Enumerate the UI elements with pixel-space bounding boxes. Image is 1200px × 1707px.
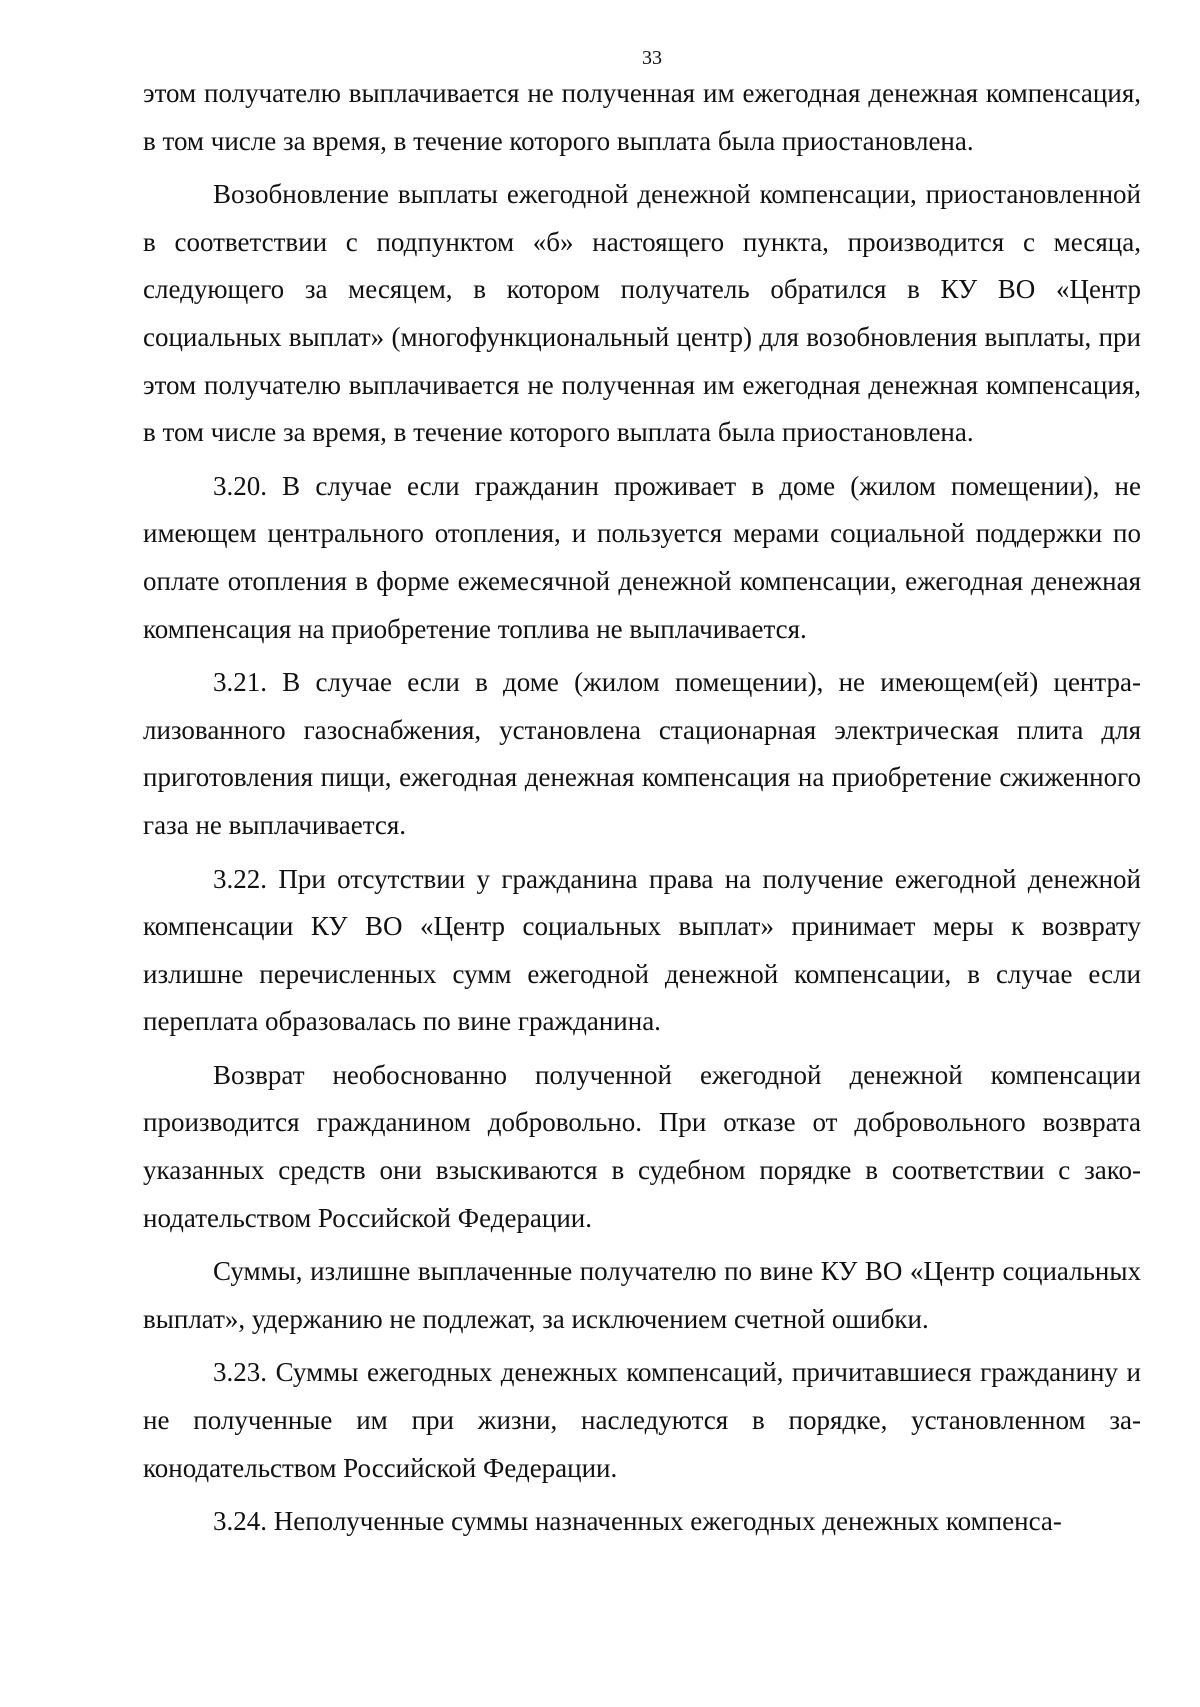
paragraph-3-23: 3.23. Суммы ежегодных денежных компенсаций, причитавшиеся гражданину и не полученные им при жизни, наследуются в порядке, установленном законодательством Российской Федерации. xyxy=(143,1357,1141,1483)
paragraph-resumption-of-payment: Возобновление выплаты ежегодной денежной компенсации, приостановленной в соответствии с подпунктом «б» настоящего пункта, производится с месяца, следующего за месяцем, в котором получатель обратился в КУ ВО «Центр социальных выплат» (многофункциональный центр) для возобновления выплаты, при этом получателю выплачивается не полученная им ежегодная денежная компенсация, в том числе за время, в течение которого выплата была приостановлена. xyxy=(143,179,1141,448)
paragraph-3-24: 3.24. Неполученные суммы назначенных ежегодных денежных компенса- xyxy=(213,1506,1062,1537)
paragraph-overpaid-sums: Суммы, излишне выплаченные получателю по вине КУ ВО «Центр социальных выплат», удержанию не подлежат, за исключением счетной ошибки. xyxy=(143,1256,1141,1334)
paragraph-3-20: 3.20. В случае если гражданин проживает в доме (жилом помещении), не имеющем центрального отопления, и пользуется мерами социальной поддержки по оплате отопления в форме ежемесячной денежной компенсации, ежегодная денежная компенсация на приобретение топлива не выплачивается. xyxy=(143,470,1141,644)
paragraph-refund: Возврат необоснованно полученной ежегодной денежной компенсации производится гражданином добровольно. При отказе от добровольного возврата указанных средств они взыскиваются в судебном порядке в соответствии с законодательством Российской Федерации. xyxy=(143,1059,1141,1233)
paragraph-continuation: этом получателю выплачивается не полученная им ежегодная денежная компенсация, в том числе за время, в течение которого выплата была приостановлена. xyxy=(143,78,1141,156)
paragraph-3-21: 3.21. В случае если в доме (жилом помещении), не имеющем(ей) централизованного газоснабжения, установлена стационарная электрическая плита для приготовления пищи, ежегодная денежная компенсация на приобретение сжиженного газа не выплачивается. xyxy=(143,667,1141,840)
document-body xyxy=(143,70,1141,1546)
page-number: 33 xyxy=(642,47,662,69)
paragraph-3-22: 3.22. При отсутствии у гражданина права на получение ежегодной денежной компенсации КУ ВО «Центр социальных выплат» принимает меры к возврату излишне перечисленных сумм ежегодной денежной компенсации, в случае если переплата образовалась по вине гражданина. xyxy=(143,863,1141,1037)
